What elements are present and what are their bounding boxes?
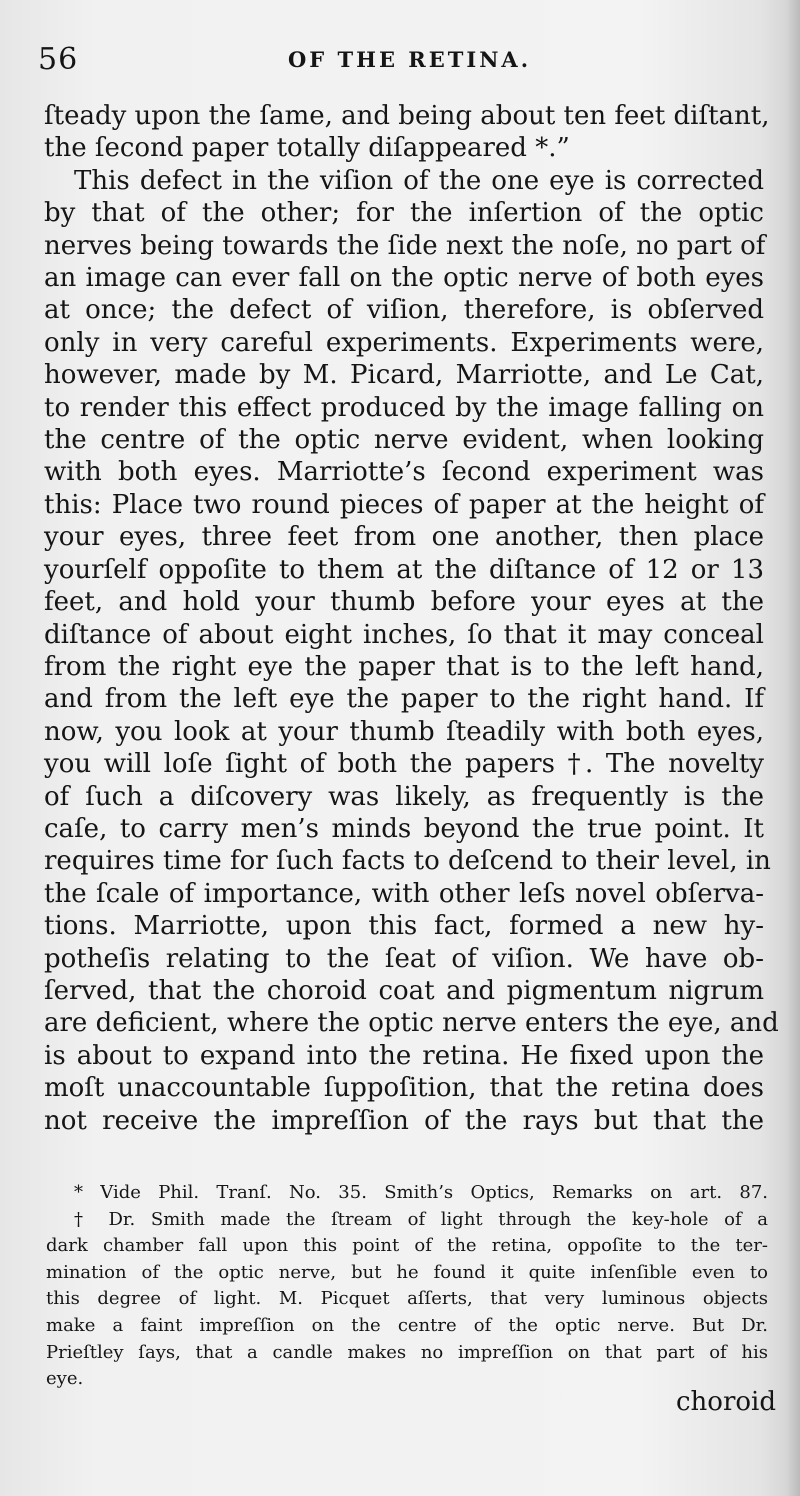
text-line: of ſuch a diſcovery was likely, as frequently is the [44,781,764,812]
text-line: the centre of the optic nerve evident, when looking [44,425,764,456]
text-line: to render this effect produced by the image falling on [44,392,764,423]
footnote-line: mination of the optic nerve, but he found it quite inſenſible even to [46,1261,768,1283]
text-line: and from the left eye the paper to the right hand. If [44,684,764,715]
text-line: caſe, to carry men’s minds beyond the true point. It [44,813,764,844]
footnote-line: Prieſtley ſays, that a candle makes no impreſſion on that part of his [46,1341,768,1363]
text-line: you will loſe ſight of both the papers †. The novelty [44,749,764,780]
text-line: this: Place two round pieces of paper at the height of [44,489,764,520]
text-line: at once; the defect of viſion, therefore, is obſerved [44,295,764,326]
text-line: from the right eye the paper that is to the left hand, [44,651,764,682]
text-line: however, made by M. Picard, Marriotte, and Le Cat, [44,360,764,391]
footnote-line: make a faint impreſſion on the centre of the optic nerve. But Dr. [46,1314,768,1336]
text-line: not receive the impreſſion of the rays but that the [44,1105,764,1136]
text-line: tions. Marriotte, upon this fact, formed a new hy- [44,911,764,942]
page-edge-shadow [786,0,800,1496]
text-line: only in very careful experiments. Experiments were, [44,327,764,358]
text-line: is about to expand into the retina. He fixed upon the [44,1040,764,1071]
footnote-line: † Dr. Smith made the ſtream of light through the key-hole of a [74,1208,768,1230]
text-line: an image can ever fall on the optic nerve of both eyes [44,263,764,294]
text-line: This defect in the viſion of the one eye is corrected [74,165,764,196]
catchword: choroid [676,1387,777,1417]
text-line: requires time for ſuch facts to deſcend to their level, in [44,846,771,877]
text-line: nerves being towards the ſide next the noſe, no part of [44,230,766,261]
text-line: by that of the other; for the inſertion of the optic [44,198,764,229]
text-line: with both eyes. Marriotte’s ſecond experiment was [44,457,764,488]
page-number: 56 [38,42,79,77]
text-line: feet, and hold your thumb before your eyes at the [44,587,764,618]
page-header [38,38,738,82]
text-line: ſerved, that the choroid coat and pigmentum nigrum [44,975,764,1006]
main-text [44,100,779,1137]
text-line: diſtance of about eight inches, ſo that it may conceal [44,619,764,650]
text-line: now, you look at your thumb ſteadily with both eyes, [44,716,764,747]
text-line: moſt unaccountable ſuppoſition, that the retina does [44,1073,764,1104]
text-line: ſteady upon the ſame, and being about ten feet diſtant, [44,101,770,131]
text-line: yourſelf oppoſite to them at the diſtance of 12 or 13 [44,554,764,585]
running-title: OF THE RETINA. [288,47,532,72]
footnotes [46,1180,768,1393]
text-line: potheſis relating to the ſeat of viſion. We have ob- [44,943,764,974]
footnote-line: eye. [46,1368,84,1390]
text-line: the ſcale of importance, with other leſs novel obſerva- [44,878,764,909]
footnote-line: * Vide Phil. Tranſ. No. 35. Smith’s Optics, Remarks on art. 87. [74,1182,768,1203]
text-line: are deficient, where the optic nerve enters the eye, and [44,1008,779,1039]
text-line: your eyes, three feet from one another, then place [44,522,764,553]
text-line: the ſecond paper totally diſappeared *.” [44,133,570,164]
footnote-line: this degree of light. M. Picquet aſſerts, that very luminous objects [46,1288,768,1310]
footnote-line: dark chamber fall upon this point of the retina, oppoſite to the ter- [46,1235,768,1257]
